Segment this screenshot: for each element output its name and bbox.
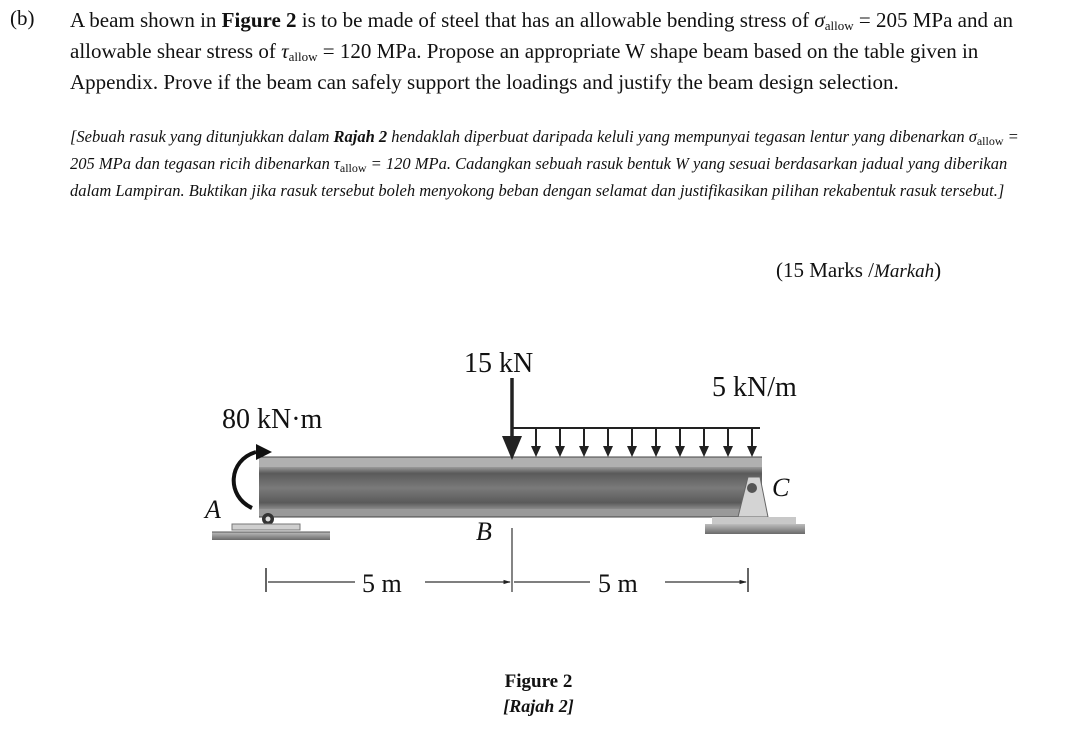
question-text [70,6,1030,97]
figure-reference: Figure 2 [221,8,297,32]
tau-symbol: τ [333,154,340,173]
udl-arrow-head [747,446,757,457]
point-b-label: B [476,517,492,546]
point-load-arrow [502,378,522,460]
dist-load-label: 5 kN/m [712,372,797,403]
point-c-label: C [772,473,790,502]
moment-label: 80 kN·m [222,404,323,435]
question-text-part: = 205 MPa and an allowable shear stress of [70,8,1014,63]
caption-title: Figure 2 [504,671,573,692]
point-a-label: A [205,495,221,524]
dim-right-label: 5 m [598,569,638,598]
udl-arrow-head [555,446,565,457]
sigma-symbol: σ [814,8,825,32]
distributed-load [512,428,760,457]
malay-text-part: = 205 MPa dan tegasan ricih dibenarkan [70,127,1019,173]
dim-left-label: 5 m [362,569,402,598]
udl-arrow-head [699,446,709,457]
allow-subscript: allow [288,49,318,64]
udl-arrow-head [675,446,685,457]
malay-text-part: = 120 MPa. Cadangkan sebuah rasuk bentuk W yang sesuai berdasarkan jadual yang diberikan dalam Lampiran. Buktikan jika rasuk tersebut boleh menyokong beban dengan selamat dan justifikasikan pilihan rekabentuk rasuk tersebut.] [70,154,1008,200]
udl-arrow-head [531,446,541,457]
malay-text-part: [Sebuah rasuk yang ditunjukkan dalam [70,127,334,146]
udl-arrow-head [723,446,733,457]
question-text-part: A beam shown in [70,8,222,32]
figure-caption [0,670,1077,718]
point-load-label: 15 kN [464,348,534,379]
malay-figure-reference: Rajah 2 [333,127,388,146]
allow-subscript: allow [976,134,1004,148]
allow-subscript: allow [824,18,854,33]
allow-subscript: allow [339,161,367,175]
udl-arrow-head [579,446,589,457]
marks-open: (15 Marks / [776,258,874,282]
malay-translation [70,124,1035,203]
marks-close: ) [934,258,942,282]
beam-figure [0,320,1077,670]
caption-subtitle: [Rajah 2] [503,696,574,716]
question-label: (b) [10,6,35,30]
marks-label [776,258,941,283]
udl-arrows [531,428,757,457]
question-text-part: is to be made of steel that has an allowable bending stress of [296,8,815,32]
beam [259,457,762,517]
tau-symbol: τ [281,39,289,63]
malay-text-part: hendaklah diperbuat daripada keluli yang mempunyai tegasan lentur yang dibenarkan [387,127,969,146]
marks-malay: Markah [874,261,935,282]
udl-arrow-head [651,446,661,457]
udl-arrow-head [603,446,613,457]
question-text-part: = 120 MPa. Propose an appropriate W shape beam based on the table given in Appendix. Prove if the beam can safely support the loadings and justify the beam design selection. [70,39,979,94]
dimension-line [266,528,748,592]
sigma-symbol: σ [968,127,977,146]
udl-arrow-head [627,446,637,457]
